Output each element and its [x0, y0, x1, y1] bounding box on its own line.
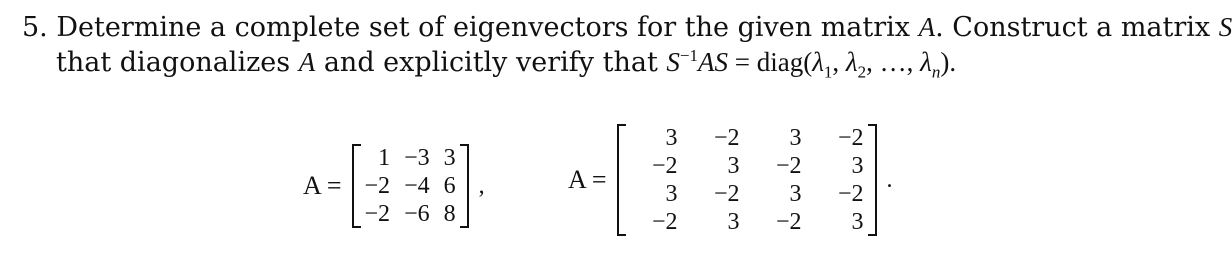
problem-statement	[22, 10, 1232, 82]
matrix-variable-a: A	[918, 12, 936, 42]
matrix-entry: 8	[443, 201, 456, 227]
matrix-entry: 3	[727, 209, 740, 235]
matrix-entry: −2	[775, 153, 802, 179]
matrix-entry: −2	[364, 201, 391, 227]
matrix-a-4x4	[568, 124, 893, 236]
matrix-entry: −6	[404, 201, 430, 227]
matrix-entry: 3	[851, 209, 864, 235]
matrix-entry: −3	[404, 145, 430, 171]
matrix-entry: −2	[713, 125, 740, 151]
problem-line-1	[22, 10, 1232, 45]
matrix-entry: −2	[364, 173, 391, 199]
matrix-row	[623, 208, 871, 236]
matrix-entry: 3	[789, 125, 802, 151]
matrix-body-1	[358, 144, 463, 228]
matrix-row	[358, 200, 463, 228]
matrix-row	[623, 152, 871, 180]
matrix-row	[358, 172, 463, 200]
matrix-label-a2: A =	[568, 165, 607, 194]
matrix-table-2	[623, 124, 871, 236]
equations-area	[0, 118, 1200, 276]
matrix-entry: 3	[727, 153, 740, 179]
matrix-entry: 3	[665, 181, 678, 207]
matrix-entry: −2	[837, 125, 864, 151]
diagonalization-formula: $S^{-1}AS$ = $diag(\lambda_1$, $\lambda_2$, …, $\lambda_n$).	[666, 46, 957, 82]
matrix-variable-a-2: A	[298, 47, 316, 77]
matrix-label-a1: A =	[303, 171, 342, 200]
matrix-brackets-1	[352, 144, 469, 228]
matrix-brackets-2	[617, 124, 877, 236]
matrix-table-1	[358, 144, 463, 228]
problem-text-1: Determine a complete set of eigenvectors for the given matrix	[56, 12, 911, 43]
matrix-entry: 3	[851, 153, 864, 179]
matrix-entry: −2	[651, 153, 678, 179]
matrix-entry: 3	[665, 125, 678, 151]
matrix-body-2	[623, 124, 871, 236]
matrix-entry: −2	[651, 209, 678, 235]
matrix-row	[358, 144, 463, 172]
end-period: .	[886, 166, 893, 193]
problem-number: 5.	[22, 12, 48, 43]
problem-text-2: . Construct a matrix	[935, 12, 1211, 43]
matrix-a-3x3	[303, 144, 485, 228]
matrix-row	[623, 180, 871, 208]
matrix-variable-s: S	[1218, 12, 1232, 42]
problem-text-3: that diagonalizes	[56, 47, 291, 78]
matrix-entry: −2	[713, 181, 740, 207]
separator-comma: ,	[478, 172, 485, 199]
matrix-entry: −4	[404, 173, 430, 199]
matrix-entry: 6	[443, 173, 456, 199]
matrix-entry: 3	[443, 145, 456, 171]
matrix-entry: 3	[789, 181, 802, 207]
matrix-entry: −2	[837, 181, 864, 207]
problem-line-2	[22, 45, 1182, 80]
matrix-entry: −2	[775, 209, 802, 235]
matrix-row	[623, 124, 871, 152]
matrix-entry: 1	[378, 145, 391, 171]
problem-text-4: and explicitly verify that	[323, 47, 658, 78]
